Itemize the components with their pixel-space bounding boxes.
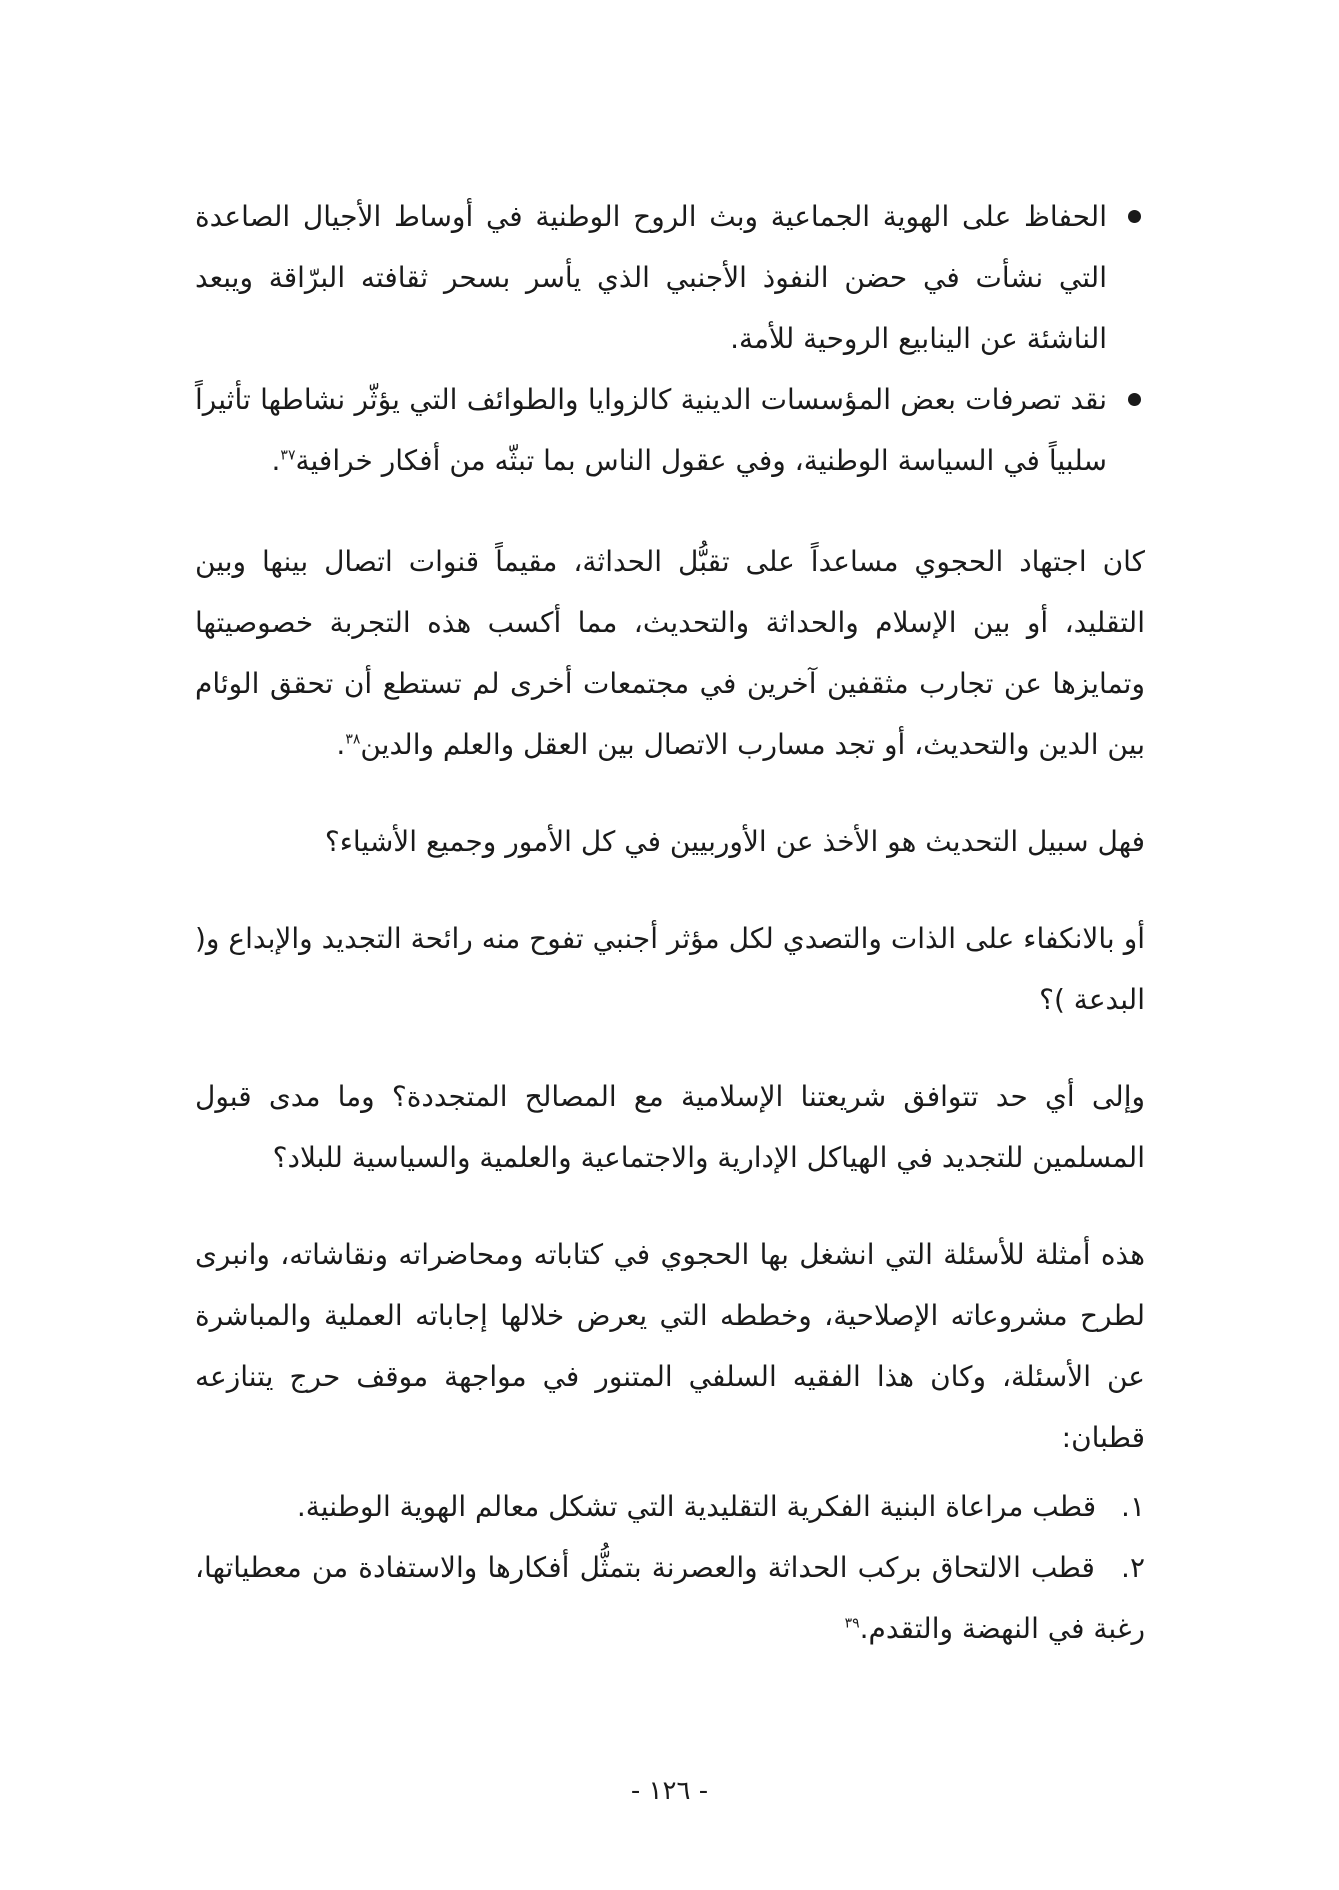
paragraph (195, 908, 1145, 1030)
paragraph (195, 531, 1145, 775)
paragraph-text: وإلى أي حد تتوافق شريعتنا الإسلامية مع المصالح المتجددة؟ وما مدى قبول المسلمين للتجديد في الهياكل الإدارية والاجتماعية والعلمية والسياسية للبلاد؟ (195, 1080, 1145, 1174)
numbered-item (195, 1476, 1145, 1537)
footnote-ref[interactable]: ٣٧ (280, 447, 296, 464)
paragraph-text: هذه أمثلة للأسئلة التي انشغل بها الحجوي في كتاباته ومحاضراته ونقاشاته، وانبرى لطرح مشروعاته الإصلاحية، وخططه التي يعرض خلالها إجاباته العملية والمباشرة عن الأسئلة، وكان هذا الفقيه السلفي المتنور في مواجهة موقف حرج يتنازعه قطبان: (195, 1238, 1145, 1454)
paragraph-text: فهل سبيل التحديث هو الأخذ عن الأوربيين في كل الأمور وجميع الأشياء؟ (324, 825, 1145, 858)
bullet-text: الحفاظ على الهوية الجماعية وبث الروح الوطنية في أوساط الأجيال الصاعدة التي نشأت في حضن النفوذ الأجنبي الذي يأسر بسحر ثقافته البرّاقة ويبعد الناشئة عن الينابيع الروحية للأمة. (195, 200, 1107, 355)
item-number: ١. (1121, 1490, 1145, 1523)
page-body (195, 186, 1145, 1659)
footnote-ref[interactable]: ٣٩ (844, 1615, 860, 1632)
item-text: قطب مراعاة البنية الفكرية التقليدية التي تشكل معالم الهوية الوطنية. (296, 1490, 1097, 1523)
item-text: قطب الالتحاق بركب الحداثة والعصرنة بتمثُّل أفكارها والاستفادة من معطياتها، رغبة في النهضة والتقدم. (195, 1551, 1145, 1645)
paragraph-end: . (336, 728, 346, 761)
bullet-item (195, 369, 1145, 491)
bullet-end: . (271, 444, 281, 477)
footnote-ref[interactable]: ٣٨ (345, 731, 361, 748)
paragraph-text: كان اجتهاد الحجوي مساعداً على تقبُّل الحداثة، مقيماً قنوات اتصال بينها وبين التقليد، أو بين الإسلام والحداثة والتحديث، مما أكسب هذه التجربة خصوصيتها وتمايزها عن تجارب مثقفين آخرين في مجتمعات أخرى لم تستطع أن تحقق الوئام بين الدين والتحديث، أو تجد مسارب الاتصال بين العقل والعلم والدين (195, 545, 1145, 761)
bullet-item (195, 186, 1145, 369)
paragraph (195, 1066, 1145, 1188)
paragraph (195, 1224, 1145, 1468)
paragraph-text: أو بالانكفاء على الذات والتصدي لكل مؤثر أجنبي تفوح منه رائحة التجديد والإبداع و( البدعة )؟ (195, 922, 1145, 1016)
numbered-list (195, 1476, 1145, 1659)
bullet-text: نقد تصرفات بعض المؤسسات الدينية كالزوايا والطوائف التي يؤثّر نشاطها تأثيراً سلبياً في السياسة الوطنية، وفي عقول الناس بما تبثّه من أفكار خرافية (195, 383, 1107, 477)
bullet-list (195, 186, 1145, 491)
item-number: ٢. (1121, 1551, 1145, 1584)
numbered-item (195, 1537, 1145, 1659)
paragraph (195, 811, 1145, 872)
page-number: - ١٢٦ - (630, 1776, 709, 1806)
